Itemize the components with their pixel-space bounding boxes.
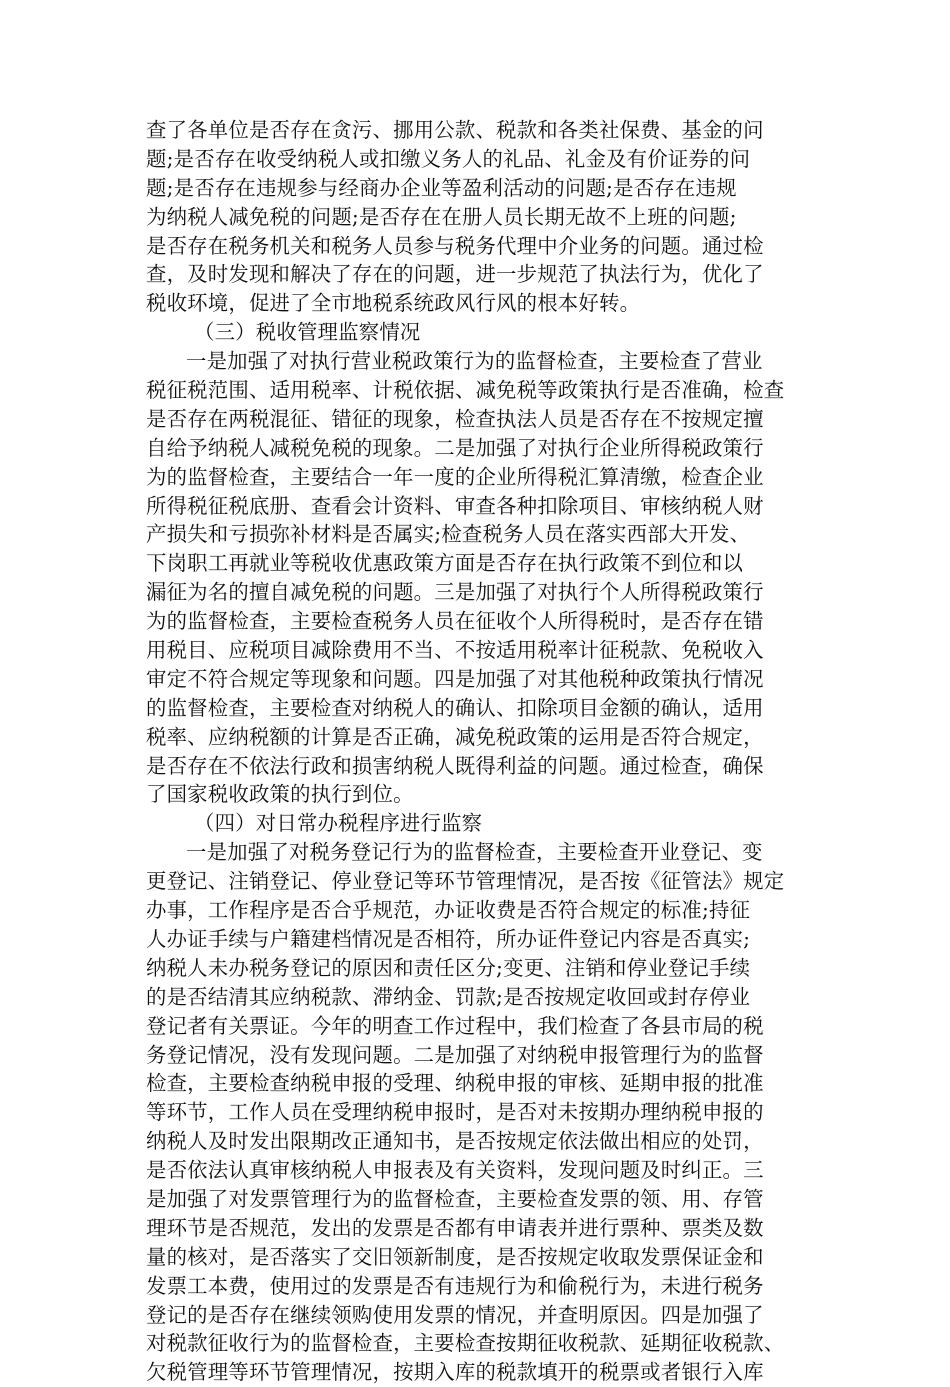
paragraph-first-line: 一是加强了对执行营业税政策行为的监督检查，主要检查了营业 xyxy=(186,349,763,374)
text-line: 的监督检查，主要检查对纳税人的确认、扣除项目金额的确认，适用 xyxy=(146,695,764,720)
text-line: 更登记、注销登记、停业登记等环节管理情况，是否按《征管法》规定 xyxy=(146,869,785,894)
text-line: 漏征为名的擅自减免税的问题。三是加强了对执行个人所得税政策行 xyxy=(146,580,764,605)
text-line: 税征税范围、适用税率、计税依据、减免税等政策执行是否准确，检查 xyxy=(146,378,785,403)
text-line: 产损失和亏损弥补材料是否属实;检查税务人员在落实西部大开发、 xyxy=(146,522,751,547)
document-body-text xyxy=(146,116,826,1387)
text-line: 为的监督检查，主要结合一年一度的企业所得税汇算清缴，检查企业 xyxy=(146,464,764,489)
text-line: 办事，工作程序是否合乎规范，办证收费是否符合规定的标准;持征 xyxy=(146,898,751,923)
text-line: 检查，主要检查纳税申报的受理、纳税申报的审核、延期申报的批准 xyxy=(146,1071,764,1096)
section-heading: （四）对日常办税程序进行监察 xyxy=(194,811,483,836)
text-line: 等环节，工作人员在受理纳税申报时，是否对未按期办理纳税申报的 xyxy=(146,1100,764,1125)
text-line: 理环节是否规范，发出的发票是否都有申请表并进行票种、票类及数 xyxy=(146,1215,764,1240)
text-line: 下岗职工再就业等税收优惠政策方面是否存在执行政策不到位和以 xyxy=(146,551,744,576)
text-line: 是否依法认真审核纳税人申报表及有关资料，发现问题及时纠正。三 xyxy=(146,1158,764,1183)
text-line: 人办证手续与户籍建档情况是否相符，所办证件登记内容是否真实; xyxy=(146,926,751,951)
text-line: 查，及时发现和解决了存在的问题，进一步规范了执法行为，优化了 xyxy=(146,262,764,287)
text-line: 量的核对，是否落实了交旧领新制度，是否按规定收取发票保证金和 xyxy=(146,1244,764,1269)
text-line: 登记者有关票证。今年的明查工作过程中，我们检查了各县市局的税 xyxy=(146,1013,764,1038)
text-line: 对税款征收行为的监督检查，主要检查按期征收税款、延期征收税款、 xyxy=(146,1331,785,1356)
text-line: 审定不符合规定等现象和问题。四是加强了对其他税种政策执行情况 xyxy=(146,666,764,691)
text-line: 题;是否存在收受纳税人或扣缴义务人的礼品、礼金及有价证券的问 xyxy=(146,146,751,171)
text-line: 是否存在两税混征、错征的现象，检查执法人员是否存在不按规定擅 xyxy=(146,406,764,431)
text-line: 是加强了对发票管理行为的监督检查，主要检查发票的领、用、存管 xyxy=(146,1186,764,1211)
text-line: 查了各单位是否存在贪污、挪用公款、税款和各类社保费、基金的问 xyxy=(146,118,764,142)
text-line: 自给予纳税人减税免税的现象。二是加强了对执行企业所得税政策行 xyxy=(146,435,764,460)
text-line: 税收环境，促进了全市地税系统政风行风的根本好转。 xyxy=(146,291,641,316)
text-line: 题;是否存在违规参与经商办企业等盈利活动的问题;是否存在违规 xyxy=(146,175,737,200)
text-line: 纳税人未办税务登记的原因和责任区分;变更、注销和停业登记手续 xyxy=(146,955,751,980)
section-heading: （三）税收管理监察情况 xyxy=(194,320,421,345)
text-line: 登记的是否存在继续领购使用发票的情况，并查明原因。四是加强了 xyxy=(146,1302,764,1327)
text-line: 所得税征税底册、查看会计资料、审查各种扣除项目、审核纳税人财 xyxy=(146,493,764,518)
text-line: 了国家税收政策的执行到位。 xyxy=(146,782,414,807)
paragraph-first-line: 一是加强了对税务登记行为的监督检查，主要检查开业登记、变 xyxy=(186,840,763,865)
text-line: 的是否结清其应纳税款、滞纳金、罚款;是否按规定收回或封存停业 xyxy=(146,984,751,1009)
text-line: 发票工本费，使用过的发票是否有违规行为和偷税行为，未进行税务 xyxy=(146,1273,764,1298)
text-line: 欠税管理等环节管理情况，按期入库的税款填开的税票或者银行入库 xyxy=(146,1360,764,1385)
text-line: 为的监督检查，主要检查税务人员在征收个人所得税时，是否存在错 xyxy=(146,609,764,634)
text-line: 务登记情况，没有发现问题。二是加强了对纳税申报管理行为的监督 xyxy=(146,1042,764,1067)
text-line: 纳税人及时发出限期改正通知书，是否按规定依法做出相应的处罚， xyxy=(146,1129,764,1154)
text-line: 税率、应纳税额的计算是否正确，减免税政策的运用是否符合规定， xyxy=(146,724,764,749)
text-line: 是否存在不依法行政和损害纳税人既得利益的问题。通过检查，确保 xyxy=(146,753,764,778)
text-line: 是否存在税务机关和税务人员参与税务代理中介业务的问题。通过检 xyxy=(146,233,764,258)
text-line: 为纳税人减免税的问题;是否存在在册人员长期无故不上班的问题; xyxy=(146,204,737,229)
text-line: 用税目、应税项目减除费用不当、不按适用税率计征税款、免税收入 xyxy=(146,638,764,663)
